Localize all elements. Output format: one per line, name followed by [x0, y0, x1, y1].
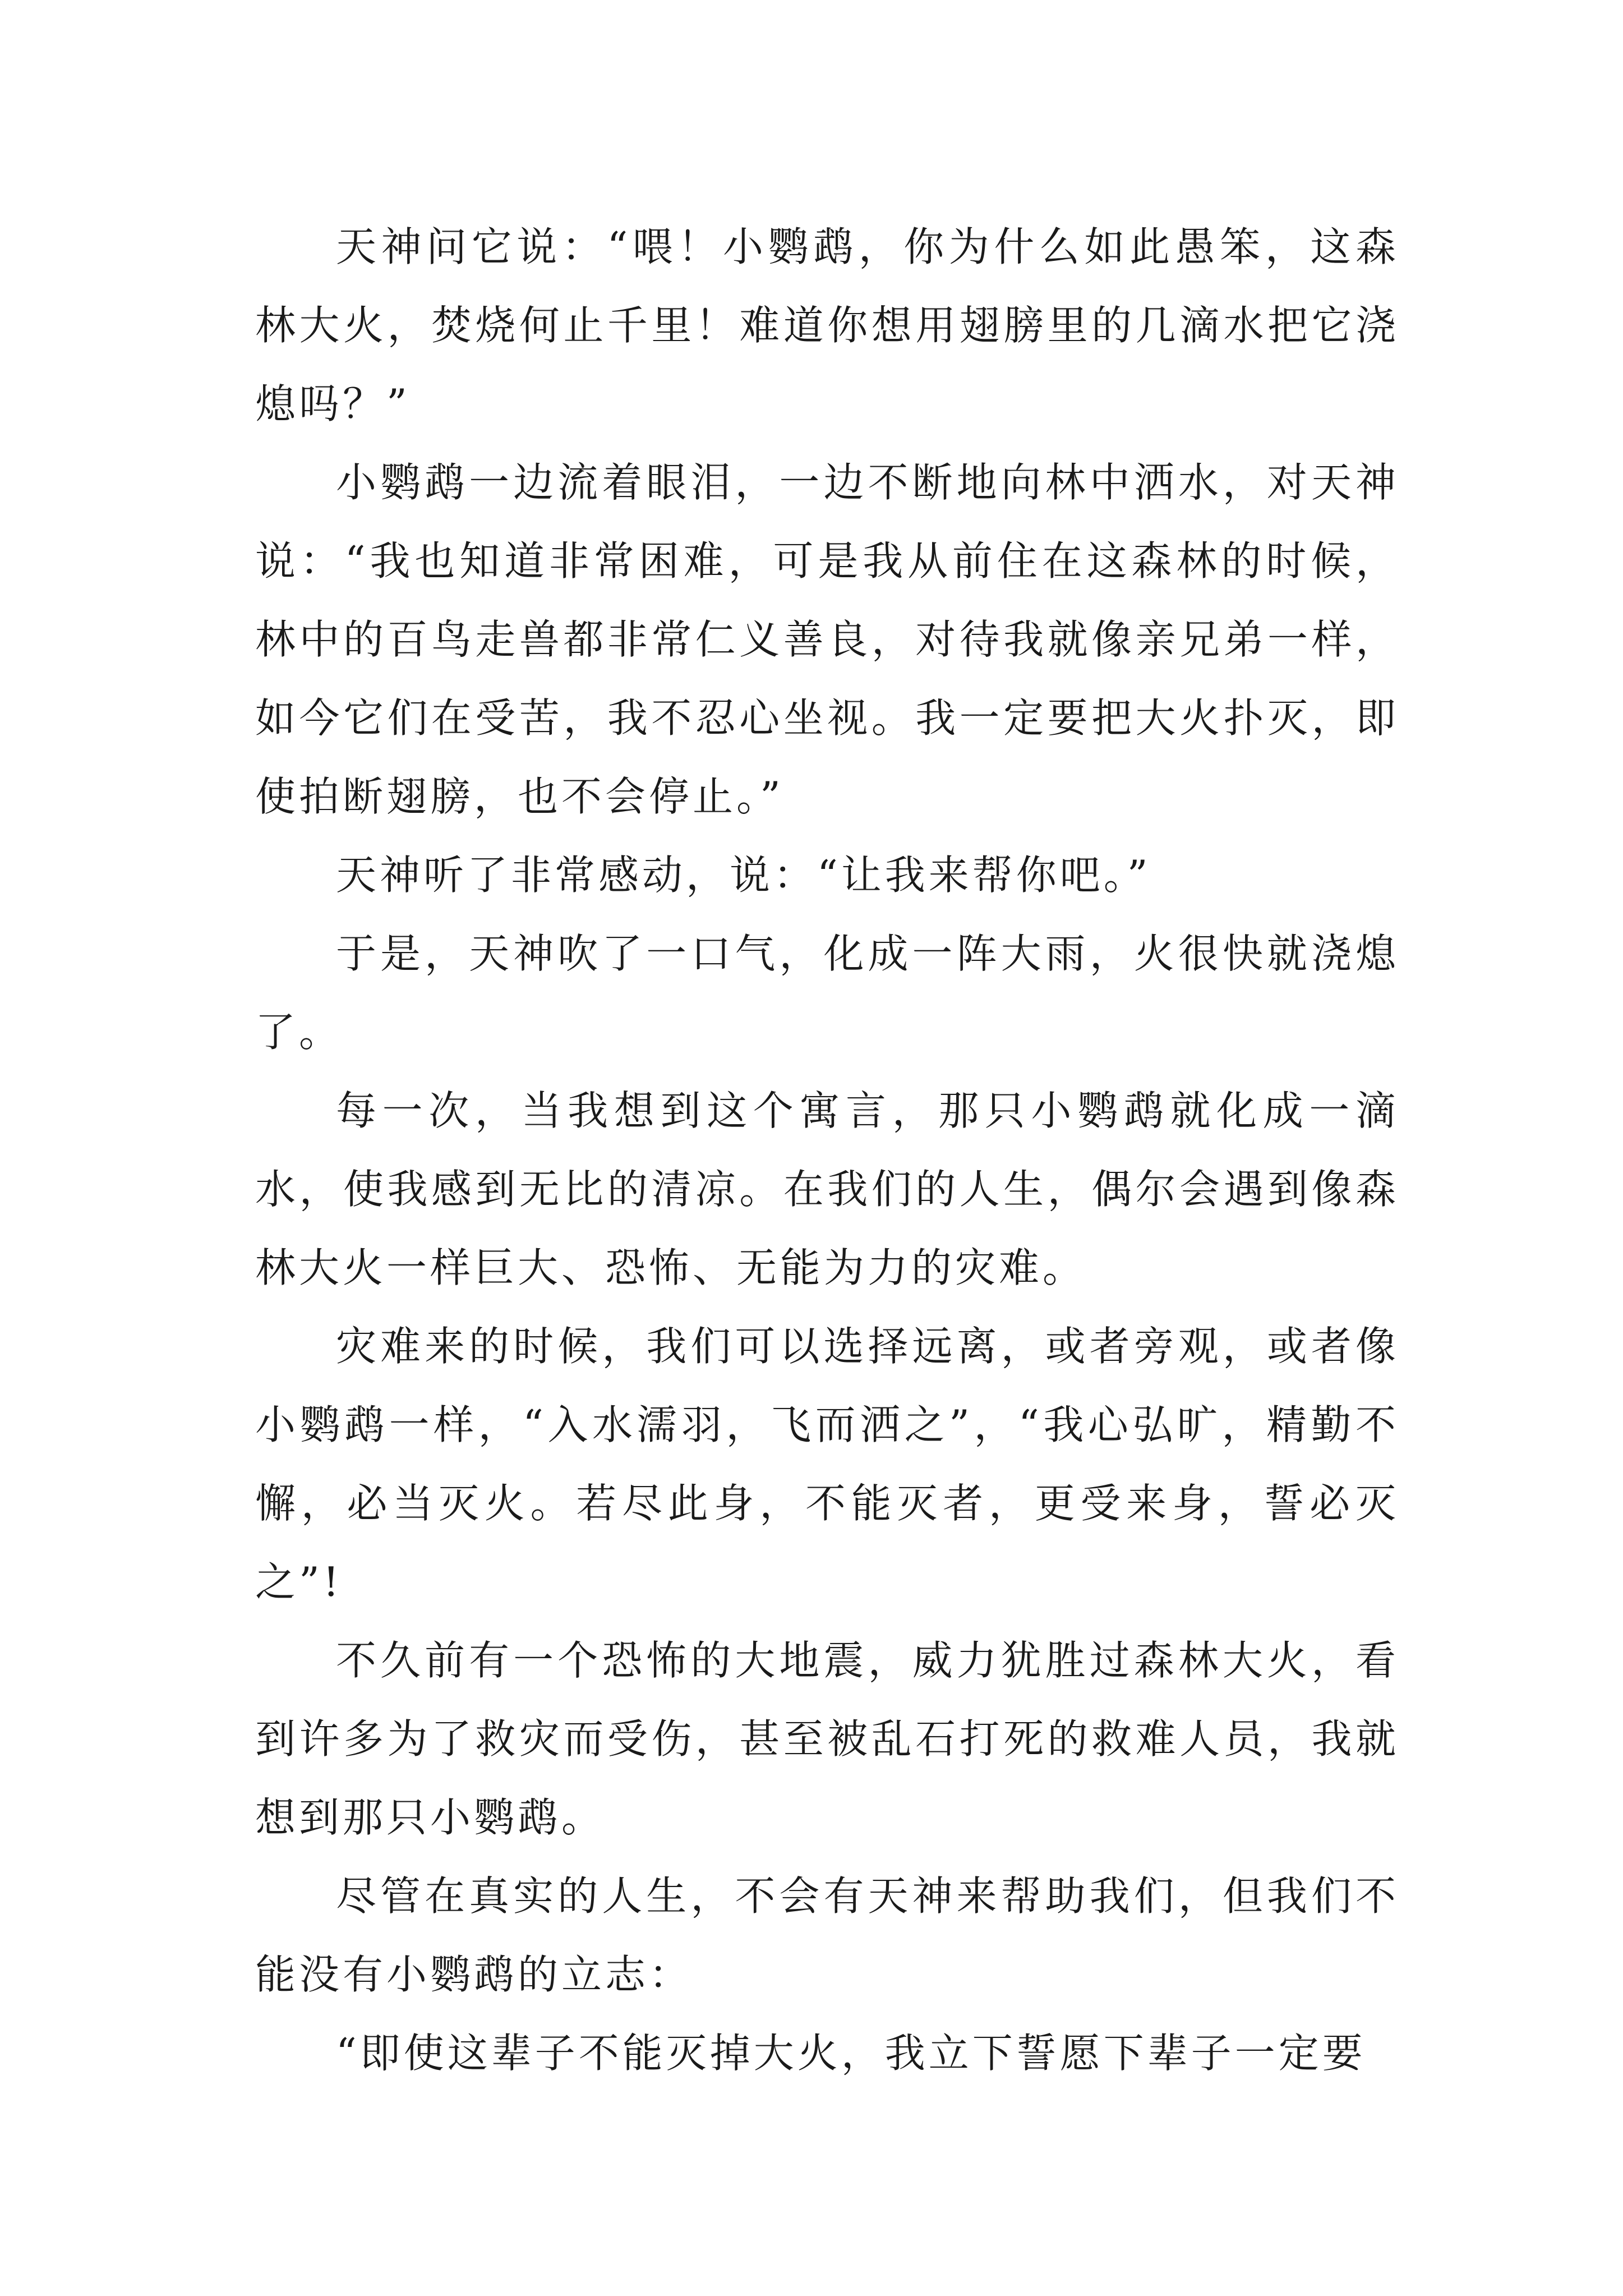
paragraph-5: 每一次，当我想到这个寓言，那只小鹦鹉就化成一滴水，使我感到无比的清凉。在我们的人生，偶尔会遇到像森林大火一样巨大、恐怖、无能为力的灾难。 [255, 1087, 1399, 1291]
paragraph-1: 天神问它说：“喂！小鹦鹉，你为什么如此愚笨，这森林大火，焚烧何止千里！难道你想用翅膀里的几滴水把它浇熄吗？” [255, 223, 1399, 427]
paragraph-6: 灾难来的时候，我们可以选择远离，或者旁观，或者像小鹦鹉一样，“入水濡羽，飞而洒之”，“我心弘旷，精勤不懈，必当灭火。若尽此身，不能灭者，更受来身，誓必灭之”! [255, 1323, 1399, 1605]
paragraph-2: 小鹦鹉一边流着眼泪，一边不断地向林中洒水，对天神说：“我也知道非常困难，可是我从前住在这森林的时候，林中的百鸟走兽都非常仁义善良，对待我就像亲兄弟一样，如今它们在受苦，我不忍心坐视。我一定要把大火扑灭，即使拍断翅膀，也不会停止。” [255, 459, 1399, 820]
body-text [255, 208, 1399, 2092]
paragraph-9: “即使这辈子不能灭掉大火，我立下誓愿下辈子一定要 [336, 2030, 1366, 2077]
paragraph-7: 不久前有一个恐怖的大地震，威力犹胜过森林大火，看到许多为了救灾而受伤，甚至被乱石打死的救难人员，我就想到那只小鹦鹉。 [255, 1637, 1399, 1841]
paragraph-4: 于是，天神吹了一口气，化成一阵大雨，火很快就浇熄了。 [255, 930, 1399, 1056]
paragraph-8: 尽管在真实的人生，不会有天神来帮助我们，但我们不能没有小鹦鹉的立志： [255, 1872, 1399, 1998]
paragraph-3: 天神听了非常感动，说：“让我来帮你吧。” [336, 852, 1151, 899]
